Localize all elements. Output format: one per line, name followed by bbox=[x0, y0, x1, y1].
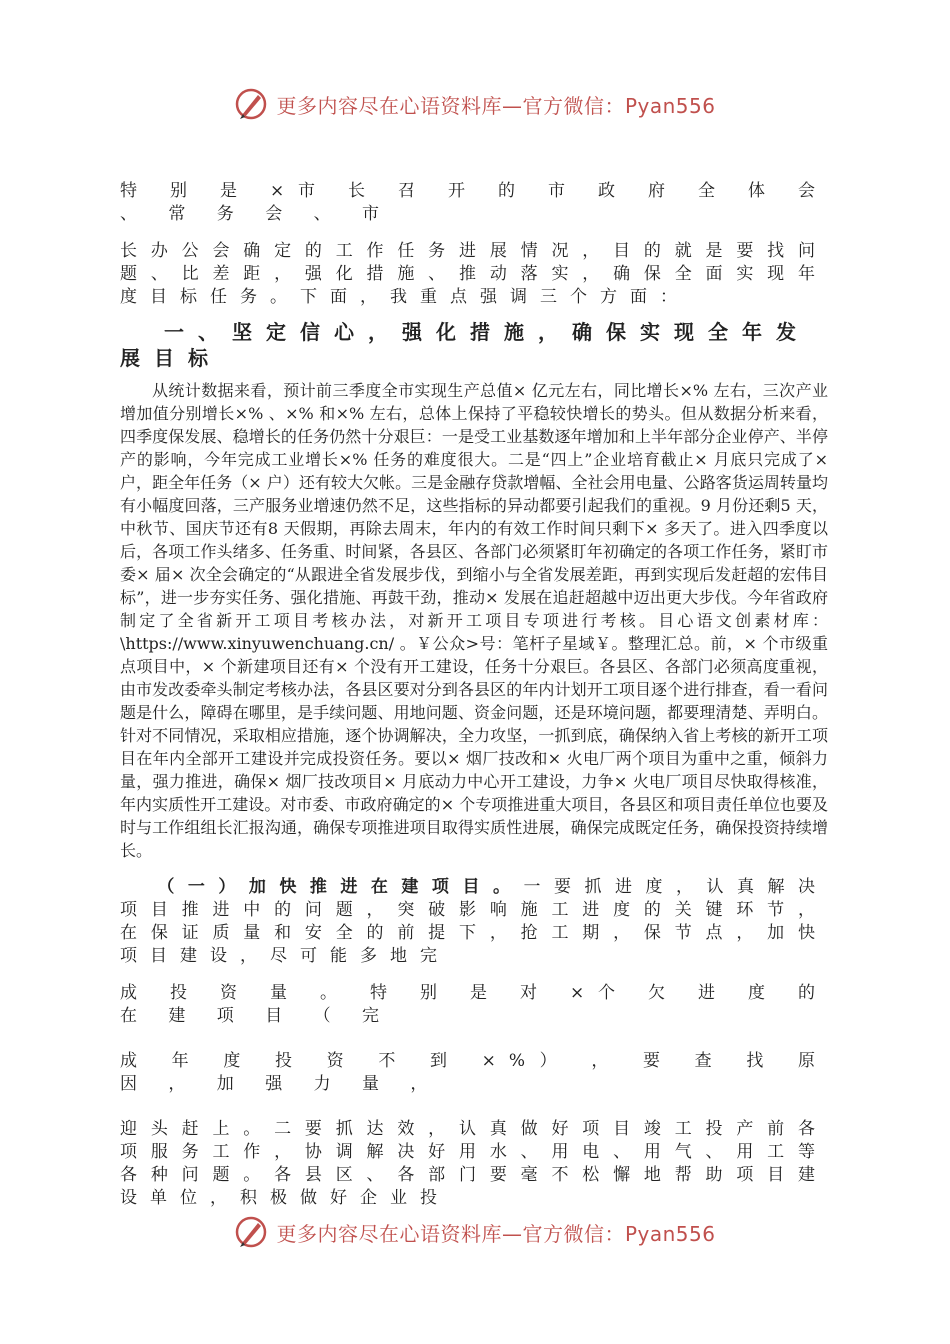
subsection-1-text: 一要抓进度，认真解决项目推进中的问题，突破影响施工进度的关键环节，在保证质量和安全的前提下，抢工期，保节点，加快项目建设，尽可能多地完 bbox=[120, 877, 828, 966]
subsection-1 bbox=[120, 876, 828, 968]
pen-logo-icon bbox=[234, 87, 268, 121]
banner-text: 更多内容尽在心语资料库—官方微信：Pyan556 bbox=[276, 1221, 716, 1246]
header-banner bbox=[0, 84, 950, 124]
doc-block-1: 长办公会确定的工作任务进展情况，目的就是要找问题、比差距，强化措施、推动落实，确保全面实现年度目标任务。下面，我重点强调三个方面： bbox=[120, 241, 828, 307]
doc-line-b: 成 年 度 投 资 不 到 ×%） ， 要 查 找 原 因 ， 加 强 力 量 ， bbox=[120, 1051, 847, 1094]
pen-logo-icon bbox=[234, 1215, 268, 1249]
document-body bbox=[120, 180, 847, 1210]
section-heading-1: 一、坚定信心，强化措施，确保实现全年发展目标 bbox=[120, 320, 810, 370]
doc-line-a: 成 投 资 量 。 特 别 是 对 ×个 欠 进 度 的 在 建 项 目 （ 完 bbox=[120, 983, 847, 1026]
doc-line-1: 特 别 是 ×市 长 召 开 的 市 政 府 全 体 会 、 常 务 会 、 市 bbox=[120, 181, 847, 224]
subsection-1-title: （一）加快推进在建项目。 bbox=[157, 877, 524, 897]
body-paragraph-1: 从统计数据来看，预计前三季度全市实现生产总值× 亿元左右，同比增长×% 左右，三次产业增加值分别增长×% 、×% 和×% 左右，总体上保持了平稳较快增长的势头。但从数据分析来看，四季度保发展、稳增长的任务仍然十分艰巨：一是受工业基数逐年增加和上半年部分企业停产、半停产的影响，今年完成工业增长×% 任务的难度很大。二是“四上”企业培育截止× 月底只完成了× 户，距全年任务（× 户）还有较大欠帐。三是金融存贷款增幅、全社会用电量、公路客货运周转量均有小幅度回落，三产服务业增速仍然不足，这些指标的异动都要引起我们的重视。9 月份还剩5 天，中秋节、国庆节还有8 天假期，再除去周末，年内的有效工作时间只剩下× 多天了。进入四季度以后，各项工作头绪多、任务重、时间紧，各县区、各部门必须紧盯年初确定的各项工作任务，紧盯市委× 届× 次全会确定的“从跟进全省发展步伐，到缩小与全省发展差距，再到实现后发赶超的宏伟目标”，进一步夯实任务、强化措施、再鼓干劲，推动× 发展在追赶超越中迈出更大步伐。今年省政府制定了全省新开工项目考核办法，对新开工项目专项进行考核。目心语文创素材库：\https://www.xinyuwenchuang.cn/ 。￥公众>号：笔杆子星域￥。整理汇总。前，× 个市级重点项目中，× 个新建项目还有× 个没有开工建设，任务十分艰巨。各县区、各部门必须高度重视，由市发改委牵头制定考核办法，各县区要对分到各县区的年内计划开工项目逐个进行排查，看一看问题是什么，障碍在哪里，是手续问题、用地问题、资金问题，还是环境问题，都要理清楚、弄明白。针对不同情况，采取相应措施，逐个协调解决，全力攻坚，一抓到底，确保纳入省上考核的新开工项目在年内全部开工建设并完成投资任务。要以× 烟厂技改和× 火电厂两个项目为重中之重，倾斜力量，强力推进，确保× 烟厂技改项目× 月底动力中心开工建设，力争× 火电厂项目尽快取得核准，年内实质性开工建设。对市委、市政府确定的× 个专项推进重大项目，各县区和项目责任单位也要及时与工作组组长汇报沟通，确保专项推进项目取得实质性进展，确保完成既定任务，确保投资持续增长。 bbox=[120, 381, 828, 860]
banner-text: 更多内容尽在心语资料库—官方微信：Pyan556 bbox=[276, 93, 716, 118]
doc-block-2: 迎头赶上。二要抓达效，认真做好项目竣工投产前各项服务工作，协调解决好用水、用电、用气、用工等各种问题。各县区、各部门要毫不松懈地帮助项目建设单位，积极做好企业投 bbox=[120, 1119, 828, 1208]
footer-banner bbox=[0, 1212, 950, 1252]
